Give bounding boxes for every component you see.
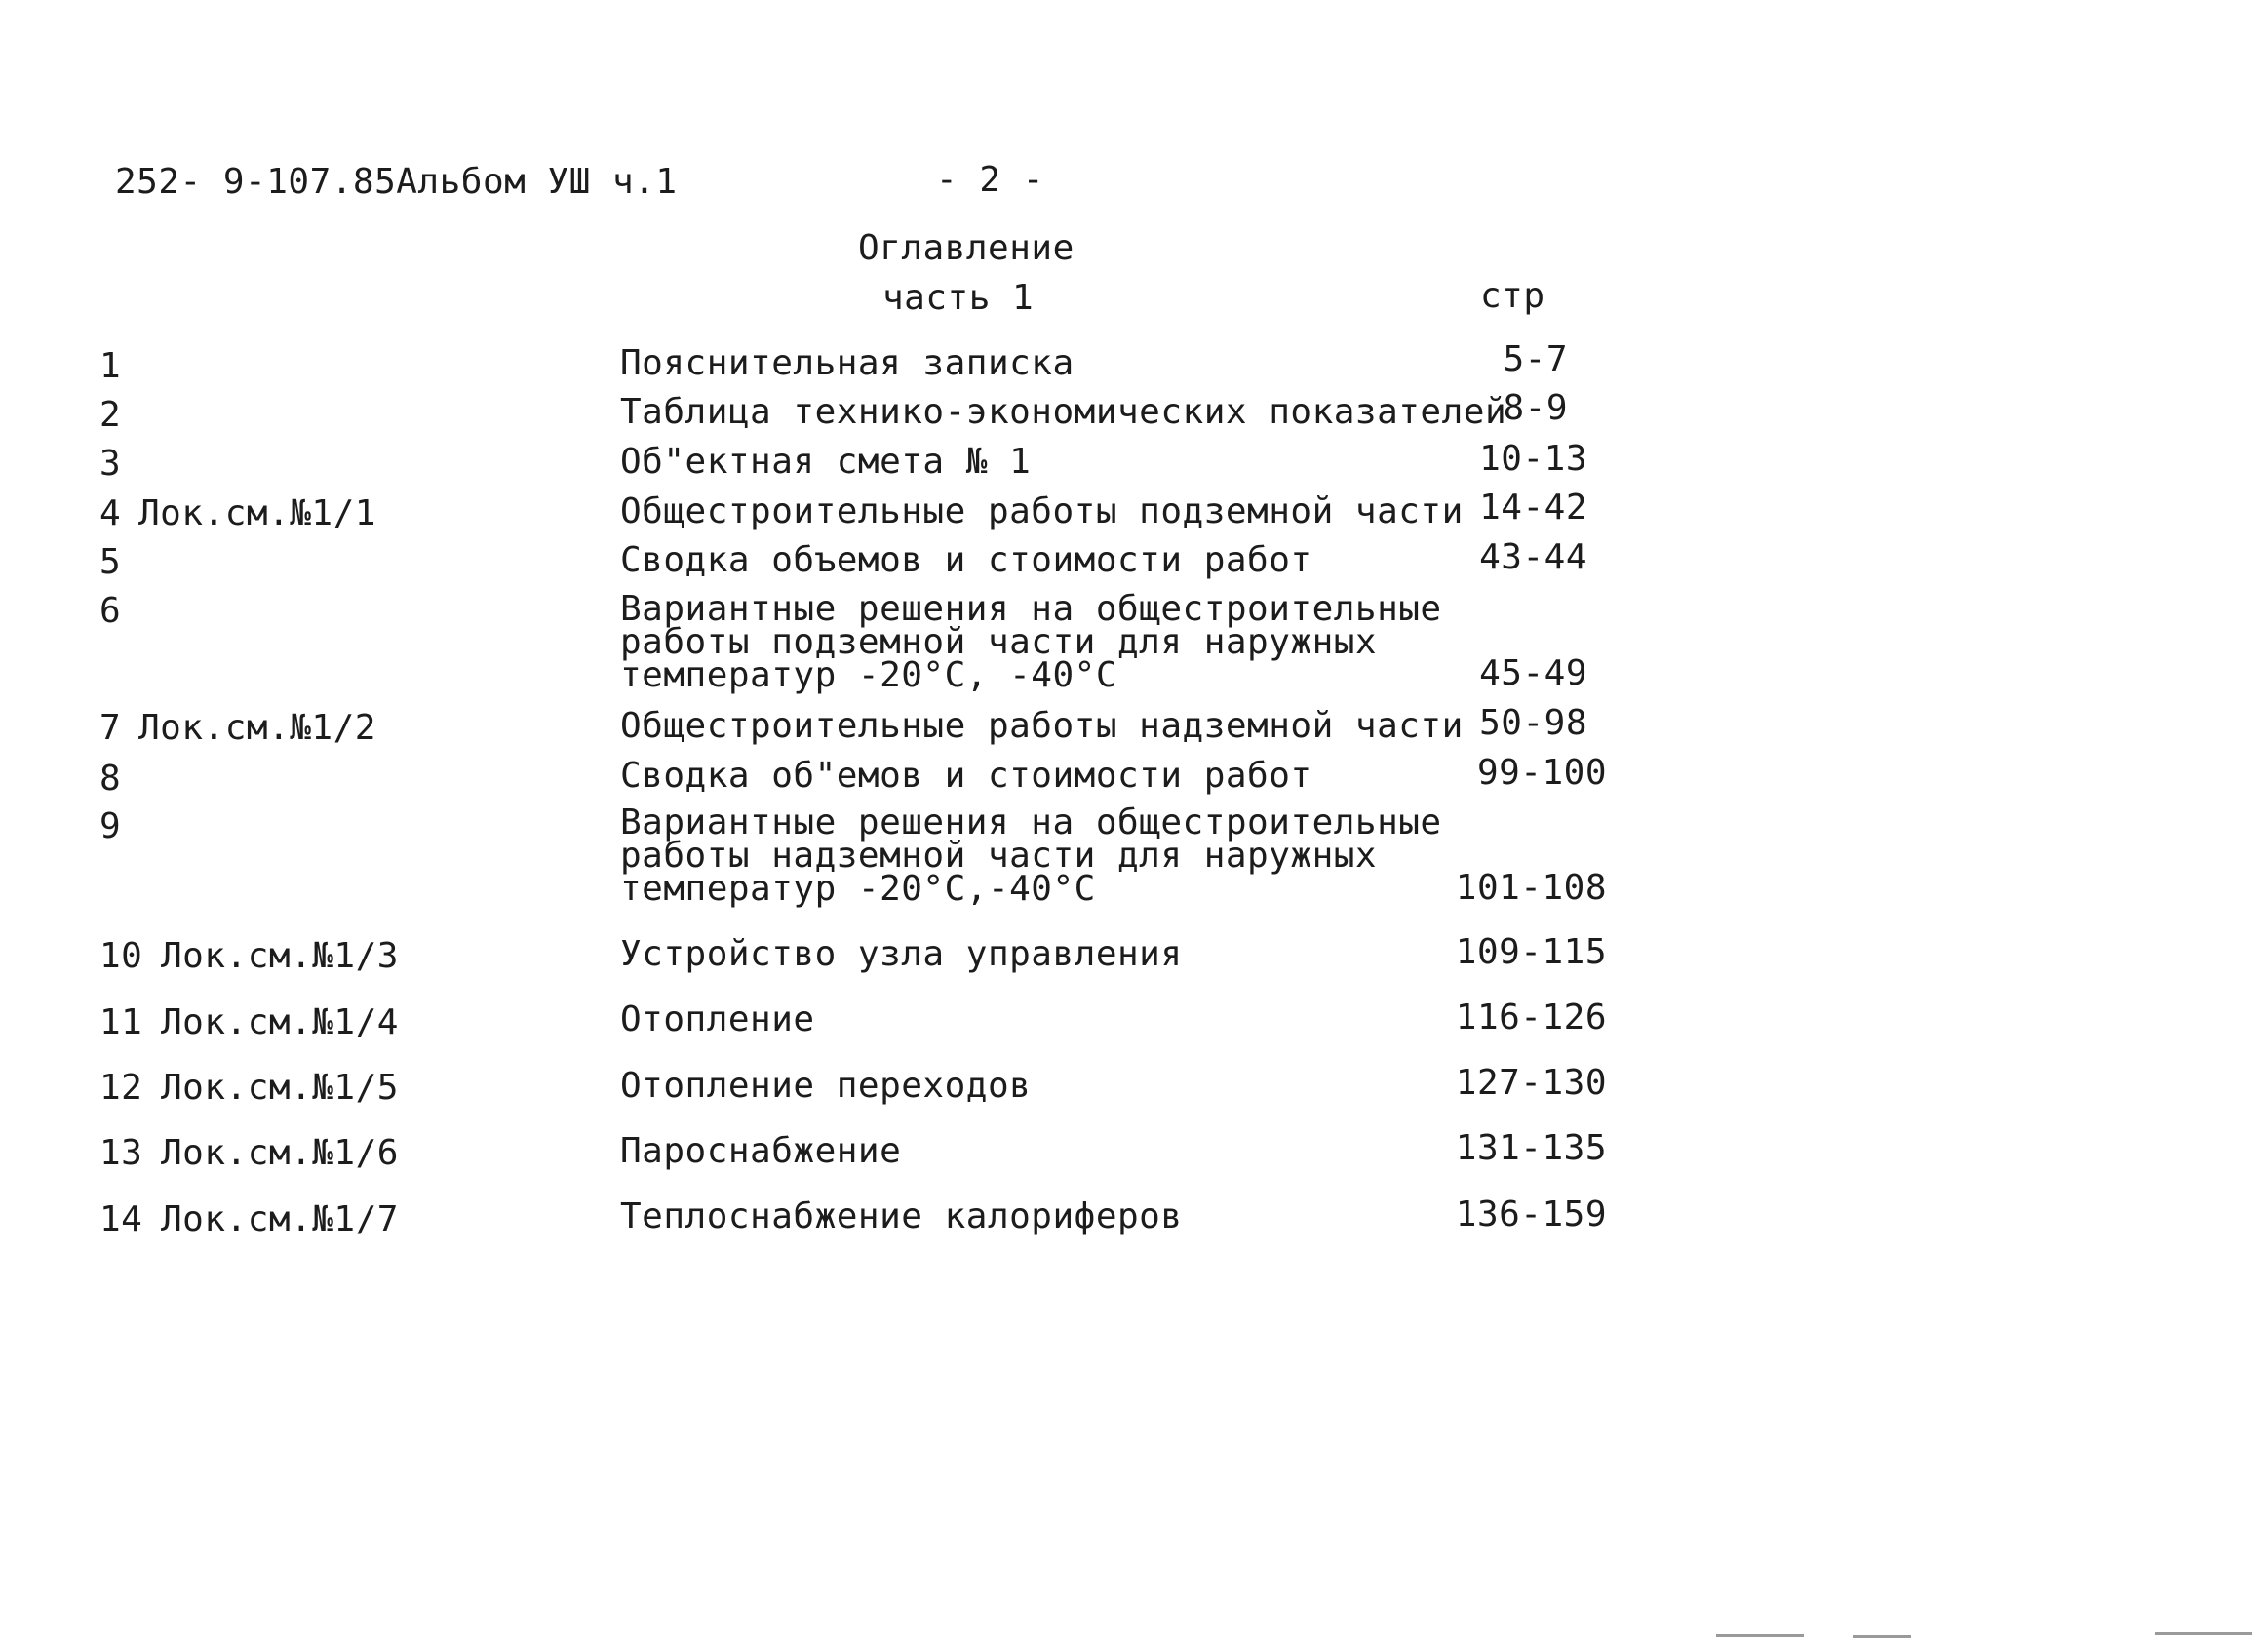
row-pages: 127-130	[1455, 1063, 1607, 1103]
row-description: Вариантные решения на общестроительные работы надземной части для наружных температур -20°C,-40°C	[620, 802, 1442, 909]
row-estimate-ref: Лок.см.№1/1	[138, 493, 376, 533]
row-description: Сводка об"емов и стоимости работ	[620, 756, 1312, 796]
row-estimate-ref: Лок.см.№1/2	[138, 708, 376, 748]
row-description: Сводка объемов и стоимости работ	[620, 540, 1312, 580]
row-pages: 8-9	[1503, 388, 1568, 428]
row-description: Общестроительные работы подземной части	[620, 491, 1464, 531]
row-number: 8	[99, 759, 122, 799]
scan-artifact	[1716, 1634, 1804, 1637]
row-description: Теплоснабжение калориферов	[620, 1196, 1183, 1236]
row-number: 5	[99, 542, 122, 582]
row-estimate-ref: Лок.см.№1/3	[161, 936, 399, 976]
row-number: 3	[99, 444, 122, 484]
toc-title: Оглавление	[858, 228, 1075, 268]
row-number: 1	[99, 346, 122, 386]
row-number: 4	[99, 493, 122, 533]
row-pages: 5-7	[1503, 339, 1568, 379]
row-number: 13	[99, 1133, 143, 1173]
row-number: 9	[99, 806, 122, 846]
scan-artifact	[2155, 1632, 2252, 1635]
row-estimate-ref: Лок.см.№1/4	[161, 1002, 399, 1042]
page-number: - 2 -	[936, 160, 1044, 200]
row-number: 6	[99, 591, 122, 631]
row-pages: 14-42	[1479, 488, 1587, 528]
row-pages: 101-108	[1455, 868, 1607, 908]
toc-subtitle: часть 1	[882, 278, 1035, 318]
row-estimate-ref: Лок.см.№1/6	[161, 1133, 399, 1173]
row-number: 14	[99, 1199, 143, 1239]
row-number: 12	[99, 1068, 143, 1108]
row-pages: 99-100	[1476, 753, 1607, 793]
row-description: Таблица технико-экономических показателей	[620, 392, 1507, 432]
row-pages: 136-159	[1455, 1194, 1607, 1234]
row-pages: 131-135	[1455, 1128, 1607, 1168]
row-number: 2	[99, 395, 122, 435]
row-estimate-ref: Лок.см.№1/7	[161, 1199, 399, 1239]
row-description: Пояснительная записка	[620, 343, 1075, 383]
row-number: 11	[99, 1002, 143, 1042]
pages-column-header: стр	[1480, 276, 1545, 316]
row-pages: 10-13	[1479, 439, 1587, 479]
row-estimate-ref: Лок.см.№1/5	[161, 1068, 399, 1108]
row-description: Общестроительные работы надземной части	[620, 706, 1464, 746]
row-number: 10	[99, 936, 143, 976]
row-pages: 43-44	[1479, 537, 1587, 577]
row-description: Отопление	[620, 999, 815, 1039]
row-description: Отопление переходов	[620, 1066, 1032, 1106]
row-description: Вариантные решения на общестроительные работы подземной части для наружных температур -20°C, -40°C	[620, 589, 1442, 695]
row-pages: 45-49	[1479, 653, 1587, 693]
row-pages: 50-98	[1479, 703, 1587, 743]
row-pages: 116-126	[1455, 998, 1607, 1037]
scan-artifact	[1853, 1635, 1911, 1638]
row-number: 7	[99, 708, 122, 748]
row-description: Об"ектная смета № 1	[620, 442, 1032, 482]
document-code: 252- 9-107.85Альбом УШ ч.1	[115, 162, 678, 202]
row-description: Устройство узла управления	[620, 934, 1183, 974]
row-description: Пароснабжение	[620, 1131, 902, 1171]
row-pages: 109-115	[1455, 932, 1607, 972]
